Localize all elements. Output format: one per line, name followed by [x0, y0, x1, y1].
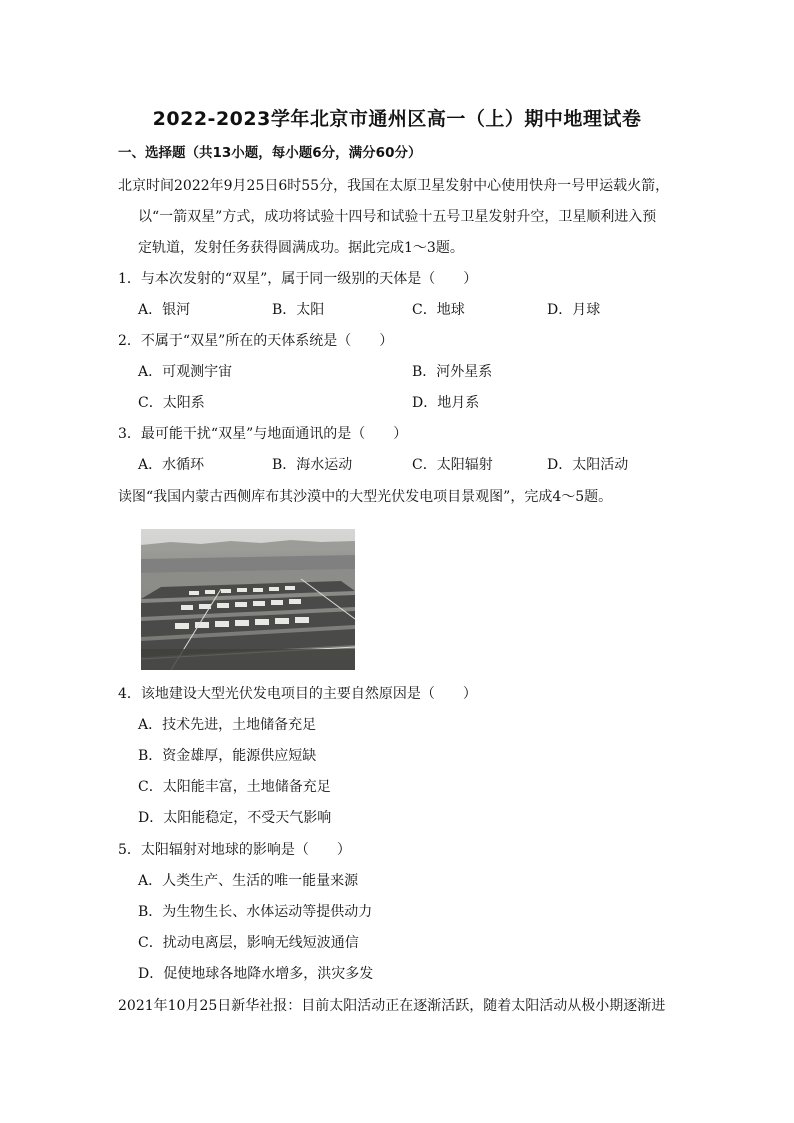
- q5-option-b: B．为生物生长、水体运动等提供动力: [138, 904, 373, 920]
- question-5-stem: 5．太阳辐射对地球的影响是（ ）: [118, 842, 351, 858]
- q5-option-d: D．促使地球各地降水增多，洪灾多发: [138, 966, 374, 982]
- page-title: 2022-2023学年北京市通州区高一（上）期中地理试卷: [152, 108, 642, 130]
- question-1-stem: 1．与本次发射的“双星”，属于同一级别的天体是（ ）: [118, 271, 478, 287]
- q2-option-a: A．可观测宇宙: [138, 364, 233, 380]
- q5-option-a: A．人类生产、生活的唯一能量来源: [138, 873, 359, 889]
- section-heading: 一、选择题（共13小题，每小题6分，满分60分）: [118, 145, 422, 161]
- q4-option-a: A．技术先进，土地储备充足: [138, 717, 317, 733]
- question-2-stem: 2．不属于“双星”所在的天体系统是（ ）: [118, 333, 394, 349]
- q1-option-c: C．地球: [412, 302, 465, 318]
- intro-line-1: 北京时间2022年9月25日6时55分，我国在太原卫星发射中心使用快舟一号甲运载火箭，: [118, 178, 670, 194]
- intro-figure-reading: 读图“我国内蒙古西侧库布其沙漠中的大型光伏发电项目景观图”，完成4～5题。: [118, 489, 613, 505]
- q1-option-b: B．太阳: [272, 302, 325, 318]
- q4-option-c: C．太阳能丰富，土地储备充足: [138, 779, 331, 795]
- question-4-stem: 4．该地建设大型光伏发电项目的主要自然原因是（ ）: [118, 686, 477, 702]
- intro-news-report: 2021年10月25日新华社报：目前太阳活动正在逐渐活跃，随着太阳活动从极小期逐渐进: [118, 998, 666, 1014]
- q1-option-a: A．银河: [138, 302, 191, 318]
- q3-option-c: C．太阳辐射: [412, 457, 493, 473]
- solar-farm-photo: [141, 529, 355, 670]
- q5-option-c: C．扰动电离层，影响无线短波通信: [138, 935, 359, 951]
- q2-option-b: B．河外星系: [412, 364, 493, 380]
- q4-option-d: D．太阳能稳定，不受天气影响: [138, 810, 332, 826]
- q3-option-b: B．海水运动: [272, 457, 353, 473]
- q2-option-c: C．太阳系: [138, 395, 205, 411]
- intro-line-3: 定轨道，发射任务获得圆满成功。据此完成1～3题。: [138, 240, 464, 256]
- q4-option-b: B．资金雄厚，能源供应短缺: [138, 748, 317, 764]
- question-3-stem: 3．最可能干扰“双星”与地面通讯的是（ ）: [118, 426, 408, 442]
- intro-line-2: 以“一箭双星”方式，成功将试验十四号和试验十五号卫星发射升空，卫星顺利进入预: [138, 209, 657, 225]
- q3-option-a: A．水循环: [138, 457, 205, 473]
- q2-option-d: D．地月系: [412, 395, 480, 411]
- q1-option-d: D．月球: [547, 302, 601, 318]
- q3-option-d: D．太阳活动: [547, 457, 629, 473]
